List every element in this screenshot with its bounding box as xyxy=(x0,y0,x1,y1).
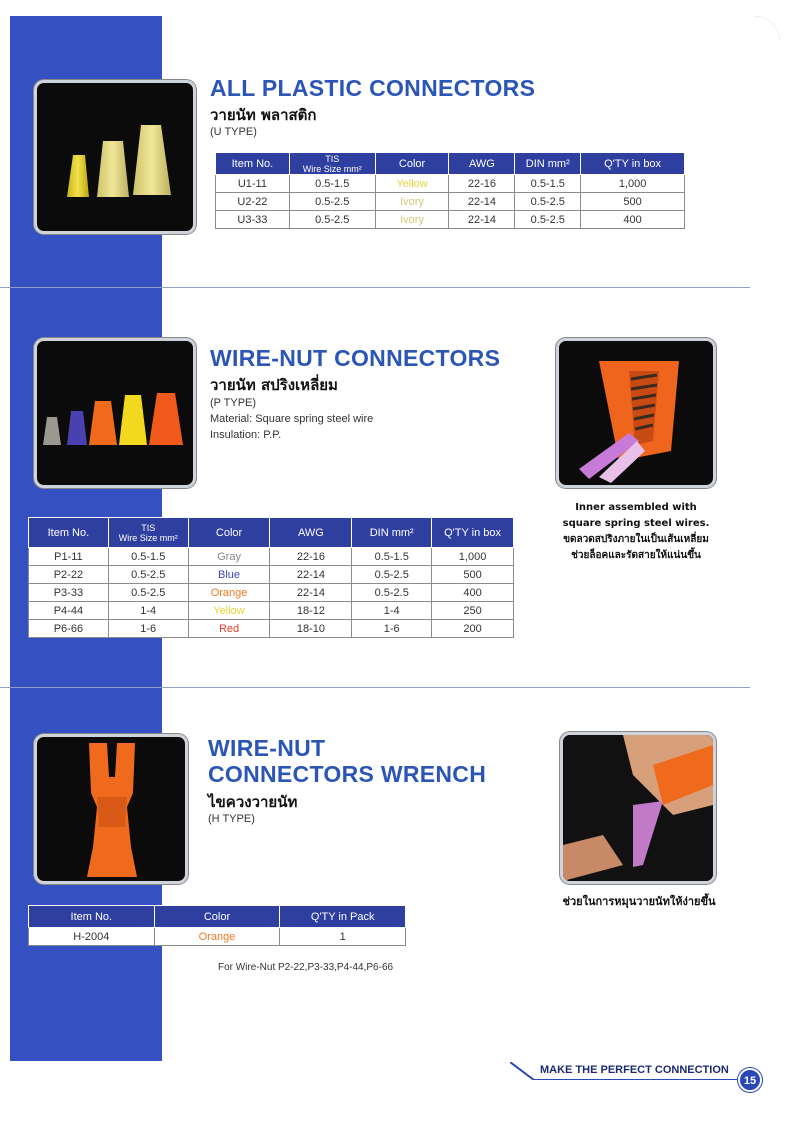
spring-cutaway-image xyxy=(559,341,713,485)
cell-color: Yellow xyxy=(375,175,449,193)
wrench-photo xyxy=(34,734,188,884)
cell-color: Yellow xyxy=(188,602,270,620)
header-color: Color xyxy=(154,906,280,928)
header-item-no: Item No. xyxy=(29,518,109,548)
section2-material xyxy=(210,412,373,427)
wrench-in-use-photo xyxy=(560,732,716,884)
header-awg: AWG xyxy=(449,153,515,175)
cell-din: 0.5-2.5 xyxy=(515,211,581,229)
u-type-connectors-photo xyxy=(34,80,196,234)
header-color: Color xyxy=(375,153,449,175)
header-qty: Q'TY in box xyxy=(581,153,685,175)
section2-insulation xyxy=(210,428,281,443)
section1-title: ALL PLASTIC CONNECTORS xyxy=(210,75,536,101)
cell-wire: 0.5-1.5 xyxy=(289,175,375,193)
table-row xyxy=(29,602,514,620)
table-row xyxy=(216,211,685,229)
header-wire-size-label: Wire Size mm² xyxy=(118,532,178,543)
cell-wire: 1-6 xyxy=(108,620,188,638)
cell-din: 1-6 xyxy=(352,620,432,638)
insulation-value: P.P. xyxy=(260,429,282,441)
cell-din: 0.5-2.5 xyxy=(352,566,432,584)
table-header-row xyxy=(29,906,406,928)
cell-awg: 22-16 xyxy=(449,175,515,193)
cell-item: P6-66 xyxy=(29,620,109,638)
header-item-no: Item No. xyxy=(216,153,290,175)
table-header-row xyxy=(216,153,685,175)
header-din: DIN mm² xyxy=(515,153,581,175)
table-row xyxy=(29,566,514,584)
header-wire-size-label: Wire Size mm² xyxy=(302,163,362,174)
caption-line-2: square spring steel wires. xyxy=(562,518,710,529)
cell-awg: 22-14 xyxy=(270,584,352,602)
table-row xyxy=(29,928,406,946)
header-wire-size xyxy=(289,153,375,175)
header-wire-size xyxy=(108,518,188,548)
p-type-connectors-photo xyxy=(34,338,196,488)
caption-line-4: ช่วยล็อคและรัดสายให้แน่นขึ้น xyxy=(571,550,701,561)
cell-awg: 18-12 xyxy=(270,602,352,620)
page-number: 15 xyxy=(738,1068,762,1092)
cell-wire: 0.5-1.5 xyxy=(108,548,188,566)
cell-item: U3-33 xyxy=(216,211,290,229)
cell-wire: 1-4 xyxy=(108,602,188,620)
cell-awg: 22-14 xyxy=(449,193,515,211)
cell-din: 0.5-1.5 xyxy=(352,548,432,566)
header-din: DIN mm² xyxy=(352,518,432,548)
cell-item: P2-22 xyxy=(29,566,109,584)
cell-qty: 1,000 xyxy=(432,548,514,566)
cell-awg: 22-14 xyxy=(449,211,515,229)
cell-qty: 500 xyxy=(581,193,685,211)
cell-din: 0.5-1.5 xyxy=(515,175,581,193)
cell-qty: 1,000 xyxy=(581,175,685,193)
cell-wire: 0.5-2.5 xyxy=(289,211,375,229)
section3-type: (H TYPE) xyxy=(208,813,255,825)
cell-qty: 200 xyxy=(432,620,514,638)
section2-title: WIRE-NUT CONNECTORS xyxy=(210,345,501,371)
cell-wire: 0.5-2.5 xyxy=(289,193,375,211)
footer-slogan: MAKE THE PERFECT CONNECTION xyxy=(540,1064,729,1076)
table-row xyxy=(29,620,514,638)
cell-din: 1-4 xyxy=(352,602,432,620)
cell-color: Red xyxy=(188,620,270,638)
section1-type: (U TYPE) xyxy=(210,126,257,138)
table-row xyxy=(29,584,514,602)
cell-qty: 400 xyxy=(581,211,685,229)
cell-awg: 22-16 xyxy=(270,548,352,566)
cell-color: Blue xyxy=(188,566,270,584)
section2-spec-table xyxy=(28,517,514,638)
section2-thai-title: วายนัท สปริงเหลี่ยม xyxy=(210,376,338,394)
header-item-no: Item No. xyxy=(29,906,155,928)
header-qty: Q'TY in box xyxy=(432,518,514,548)
section2-type: (P TYPE) xyxy=(210,397,257,409)
section3-title-line1: WIRE-NUT xyxy=(208,735,326,761)
cell-item: H-2004 xyxy=(29,928,155,946)
table-header-row xyxy=(29,518,514,548)
cell-item: U2-22 xyxy=(216,193,290,211)
cell-awg: 22-14 xyxy=(270,566,352,584)
cell-item: P3-33 xyxy=(29,584,109,602)
spring-caption xyxy=(526,500,746,564)
cell-qty: 500 xyxy=(432,566,514,584)
spring-cutaway-photo xyxy=(556,338,716,488)
cell-wire: 0.5-2.5 xyxy=(108,566,188,584)
header-color: Color xyxy=(188,518,270,548)
section-divider xyxy=(0,287,750,288)
cell-qty: 400 xyxy=(432,584,514,602)
cell-color: Ivory xyxy=(375,193,449,211)
hands-wrench-image xyxy=(563,735,713,881)
wrench-compatibility-note: For Wire-Nut P2-22,P3-33,P4-44,P6-66 xyxy=(218,962,394,973)
cell-color: Ivory xyxy=(375,211,449,229)
wrench-caption: ช่วยในการหมุนวายนัทให้ง่ายขึ้น xyxy=(562,895,716,908)
material-value: Square spring steel wire xyxy=(252,413,374,425)
yellow-cones-image xyxy=(37,83,193,231)
cell-color: Orange xyxy=(154,928,280,946)
orange-wrench-image xyxy=(37,737,185,881)
table-row xyxy=(29,548,514,566)
header-awg: AWG xyxy=(270,518,352,548)
header-tis: TIS xyxy=(325,153,340,164)
section3-spec-table xyxy=(28,905,406,946)
material-label: Material: xyxy=(210,413,253,425)
cell-color: Gray xyxy=(188,548,270,566)
cell-wire: 0.5-2.5 xyxy=(108,584,188,602)
insulation-label: Insulation: xyxy=(210,429,261,441)
caption-line-3: ขดลวดสปริงภายในเป็นเส้นเหลี่ยม xyxy=(563,534,709,545)
cell-din: 0.5-2.5 xyxy=(352,584,432,602)
cell-qty: 1 xyxy=(280,928,406,946)
section3-title-line2: CONNECTORS WRENCH xyxy=(208,761,487,787)
cell-awg: 18-10 xyxy=(270,620,352,638)
cell-item: P4-44 xyxy=(29,602,109,620)
cell-item: U1-11 xyxy=(216,175,290,193)
section-divider xyxy=(0,687,750,688)
section3-thai-title: ไขควงวายนัท xyxy=(208,793,298,811)
cell-din: 0.5-2.5 xyxy=(515,193,581,211)
section1-spec-table xyxy=(215,152,685,229)
header-qty: Q'TY in Pack xyxy=(280,906,406,928)
table-row xyxy=(216,175,685,193)
caption-line-1: Inner assembled with xyxy=(575,502,697,513)
cell-item: P1-11 xyxy=(29,548,109,566)
cell-color: Orange xyxy=(188,584,270,602)
header-tis: TIS xyxy=(141,522,156,533)
wire-nut-cones-image xyxy=(37,341,193,485)
section1-thai-title: วายนัท พลาสติก xyxy=(210,106,317,124)
table-row xyxy=(216,193,685,211)
cell-qty: 250 xyxy=(432,602,514,620)
